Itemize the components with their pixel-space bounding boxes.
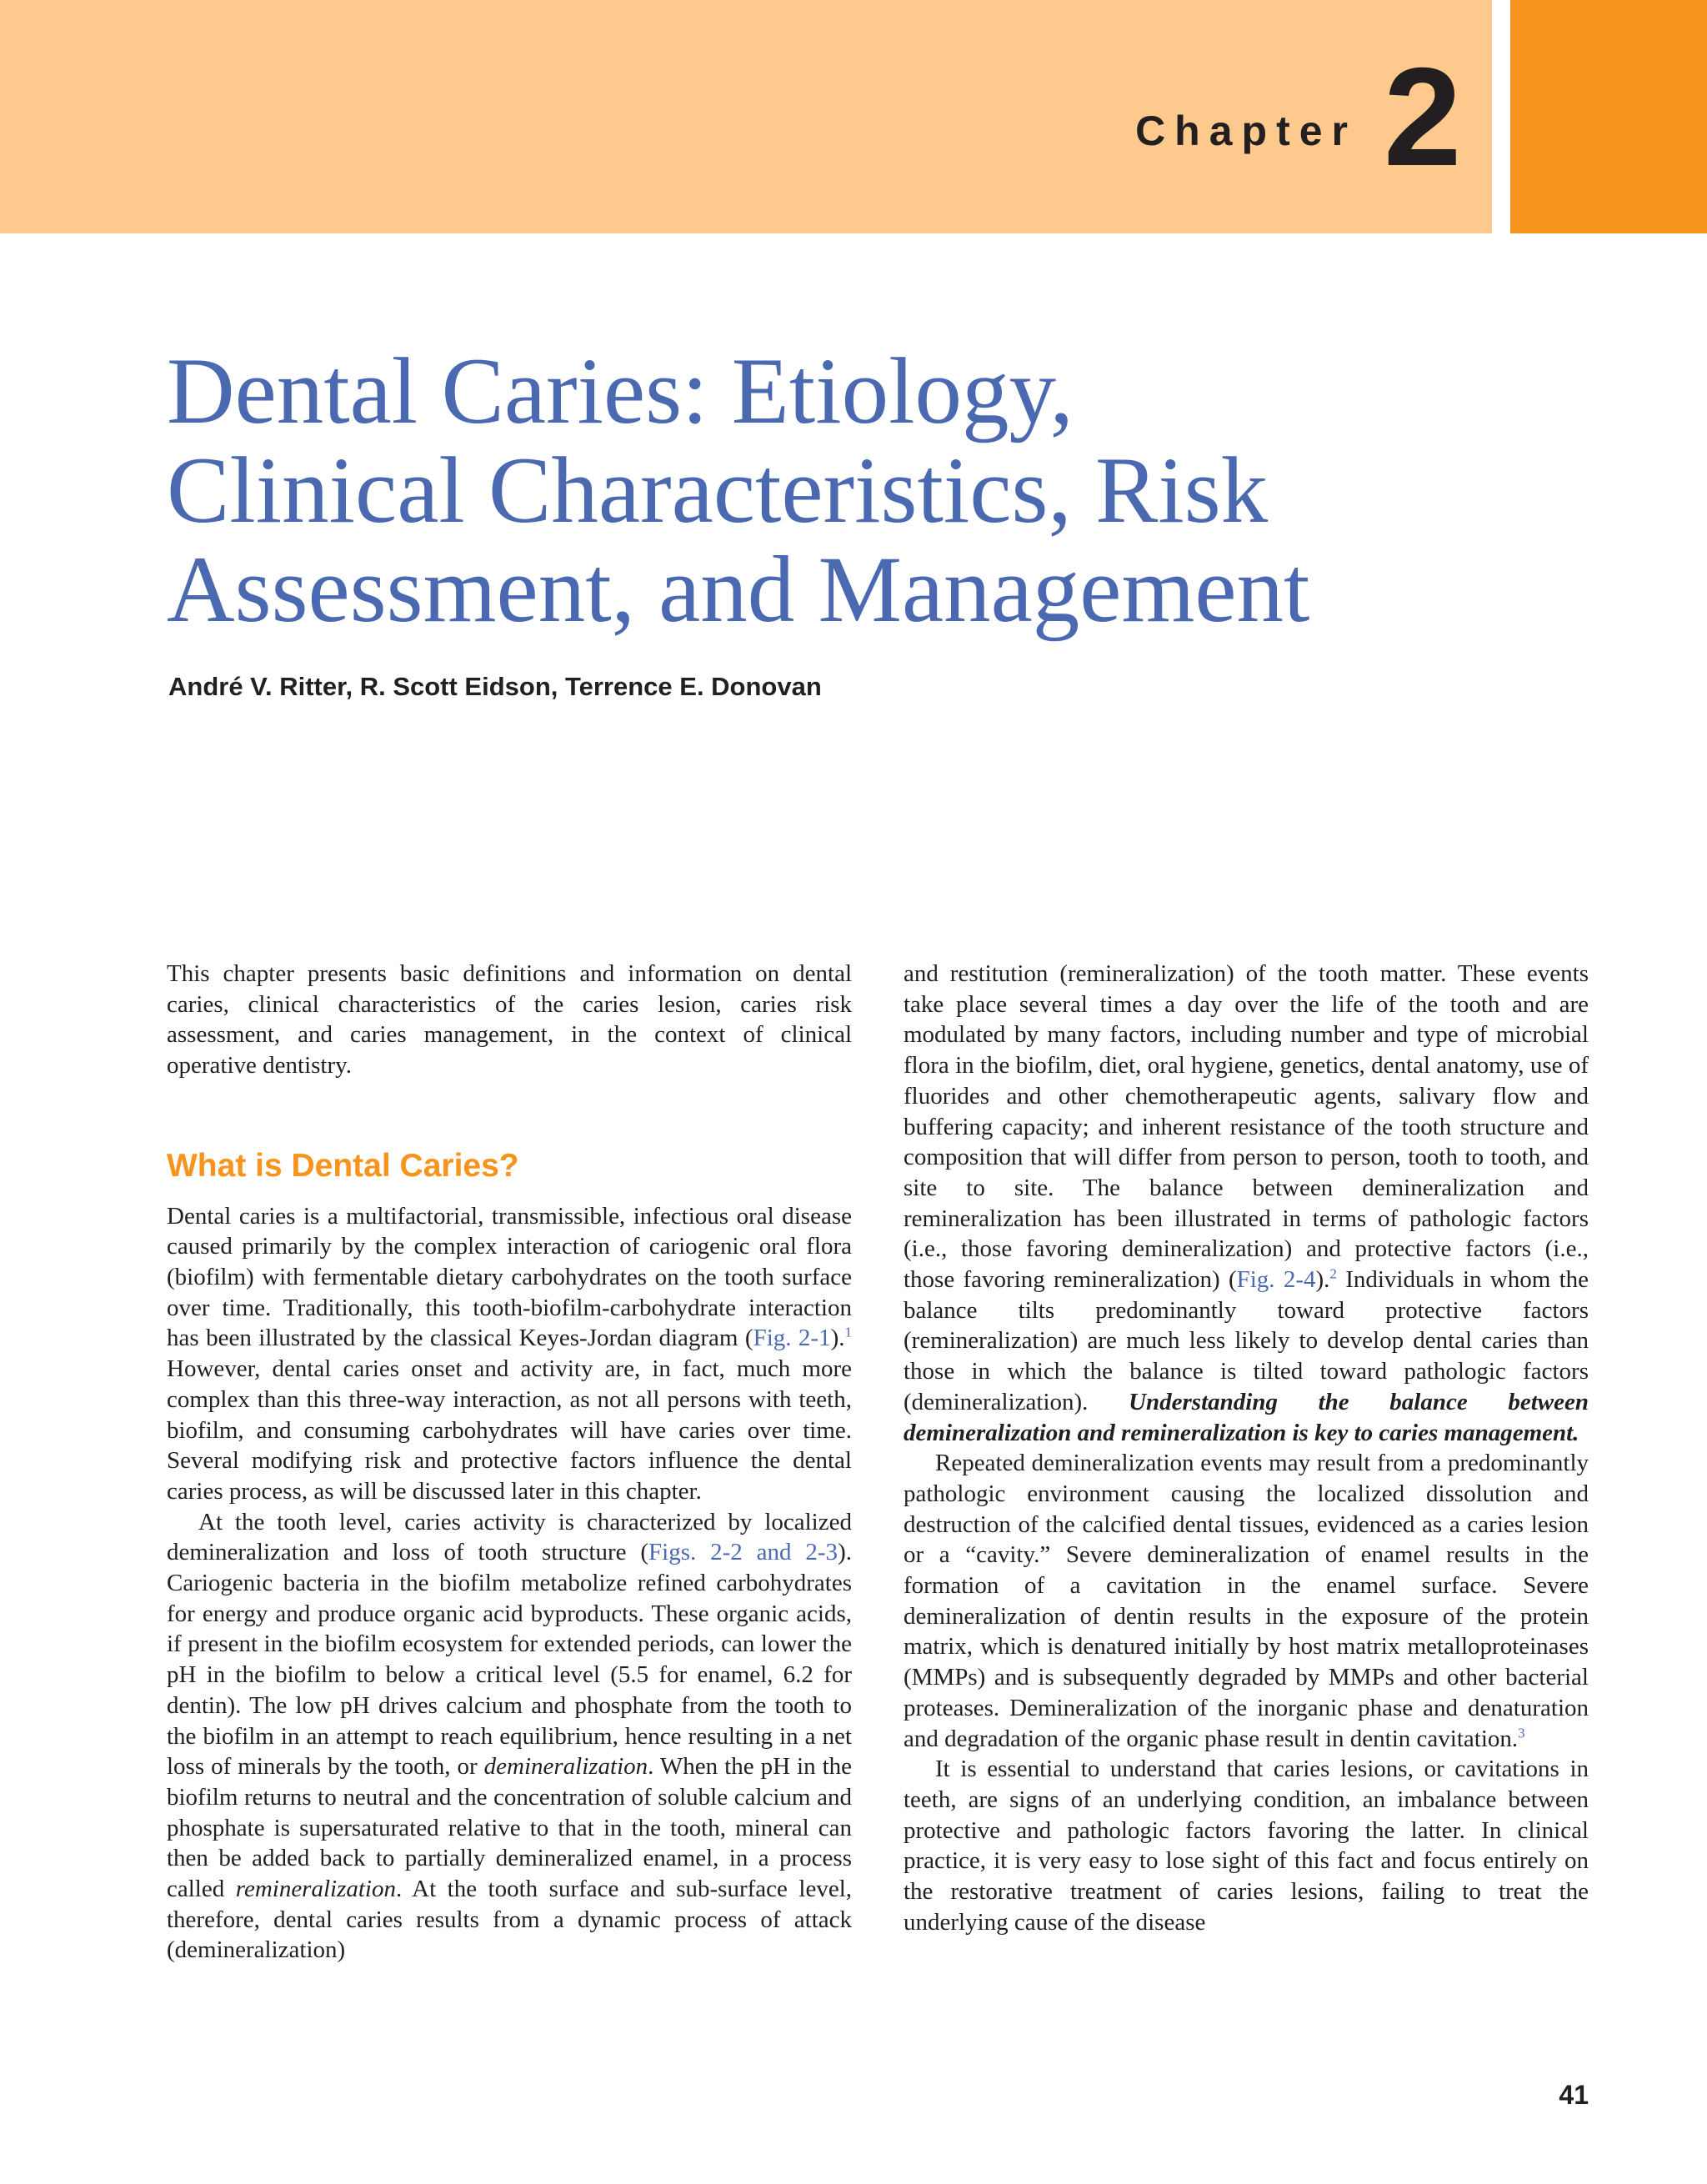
right-column — [904, 959, 1589, 1938]
page-number: 41 — [1559, 2080, 1589, 2110]
emphasis: remineralization — [235, 1876, 396, 1903]
figure-link[interactable]: Fig. 2-1 — [753, 1325, 831, 1352]
citation-link[interactable]: 3 — [1518, 1724, 1525, 1741]
text-run: . At the tooth surface and sub-surface level, therefore, dental caries results from a dynamic process of attack (demineralization) — [167, 1876, 853, 1964]
chapter-tab — [1510, 0, 1707, 233]
text-run: ). — [1315, 1266, 1330, 1294]
text-run: and restitution (remineralization) of the tooth matter. These events take place several times a day over the life of the tooth and are modulated by many factors, including number and type of microbial flora in the biofilm, diet, oral hygiene, genetics, dental anatomy, use of fluorides and other chemotherapeutic agents, salivary flow and buffering capacity; and inherent resistance of the tooth structure and composition that will differ from person to person, tooth to tooth, and site to site. The balance between demineralization and remineralization has been illustrated in terms of pathologic factors (i.e., those favoring demineralization) and protective factors (i.e., those favoring remineralization) ( — [904, 960, 1589, 1294]
citation-link[interactable]: 2 — [1329, 1265, 1337, 1282]
chapter-title — [167, 339, 1534, 642]
figure-link[interactable]: Fig. 2-4 — [1236, 1266, 1316, 1294]
authors: André V. Ritter, R. Scott Eidson, Terrence E. Donovan — [168, 672, 822, 701]
chapter-number: 2 — [1384, 38, 1462, 195]
text-run: Dental caries is a multifactorial, transmissible, infectious oral disease caused primarily by the complex interaction of cariogenic oral flora (biofilm) with fermentable dietary carbohydrates on the tooth surface over time. Traditionally, this tooth-biofilm-carbohydrate interaction has been illustrated by the classical Keyes-Jordan diagram ( — [167, 1202, 852, 1352]
text-run: . When the pH in the biofilm returns to neutral and the concentration of soluble calcium and phosphate is supersaturated relative to that in the tooth, mineral can then be added back to partially demineralized enamel, in a process called — [167, 1753, 853, 1903]
citation-link[interactable]: 1 — [844, 1324, 853, 1340]
section-heading: What is Dental Caries? — [167, 1147, 519, 1184]
body-paragraph: It is essential to understand that caries lesions, or cavitations in teeth, are signs of an underlying condition, an imbalance between protective and pathologic factors favoring the latter. In clinical practice, it is very easy to lose sight of this fact and focus entirely on the restorative treatment of caries lesions, failing to treat the underlying cause of the disease — [904, 1756, 1589, 1936]
text-run: However, dental caries onset and activity are, in fact, much more complex than this three-way interaction, as not all persons with teeth, biofilm, and consuming carbohydrates will have caries over time. Several modifying risk and protective factors influence the dental caries process, as will be discussed later in this chapter. — [167, 1355, 852, 1505]
text-run: ). — [830, 1325, 845, 1352]
title-line-2: Clinical Characteristics, Risk — [167, 438, 1269, 543]
body-paragraph — [167, 1507, 852, 1966]
emphasis: demineralization — [483, 1753, 648, 1781]
text-run: At the tooth level, caries activity is characterized by localized demineralization and loss of tooth structure ( — [167, 1508, 852, 1566]
chapter-label: Chapter — [1135, 108, 1357, 154]
body-paragraph — [904, 959, 1589, 1448]
text-run: Individuals in whom the balance tilts predominantly toward protective factors (remineralization) are much less likely to develop dental caries than those in which the balance is tilted toward pathologic factors (demineralization). — [904, 1266, 1589, 1415]
text-run: ). Cariogenic bacteria in the biofilm metabolize refined carbohydrates for energy and produce organic acid byproducts. These organic acids, if present in the biofilm ecosystem for extended periods, can lower the pH in the biofilm to below a critical level (5.5 for enamel, 6.2 for dentin). The low pH drives calcium and phosphate from the tooth to the biofilm in an attempt to reach equilibrium, hence resulting in a net loss of minerals by the tooth, or — [167, 1539, 852, 1781]
text-run: Repeated demineralization events may result from a predominantly pathologic environment causing the localized dissolution and destruction of the calcified dental tissues, evidenced as a caries lesion or a “cavity.” Severe demineralization of enamel results in the formation of a cavitation in the enamel surface. Severe demineralization of dentin results in the exposure of the protein matrix, which is denatured initially by host matrix metalloproteinases (MMPs) and is subsequently degraded by MMPs and other bacterial proteases. Demineralization of the inorganic phase and denaturation and degradation of the organic phase result in dentin cavitation. — [904, 1450, 1589, 1752]
key-point: Understanding the balance between demineralization and remineralization is key to caries management. — [904, 1388, 1589, 1446]
left-column — [167, 959, 852, 1966]
intro-paragraph: This chapter presents basic definitions and information on dental caries, clinical characteristics of the caries lesion, caries risk assessment, and caries management, in the context of clinical operative dentistry. — [167, 960, 852, 1079]
title-line-1: Dental Caries: Etiology, — [167, 339, 1074, 443]
figure-link[interactable]: Figs. 2-2 and 2-3 — [648, 1539, 838, 1566]
body-paragraph — [904, 1448, 1589, 1754]
body-paragraph — [167, 1201, 852, 1507]
title-line-3: Assessment, and Management — [167, 538, 1310, 642]
